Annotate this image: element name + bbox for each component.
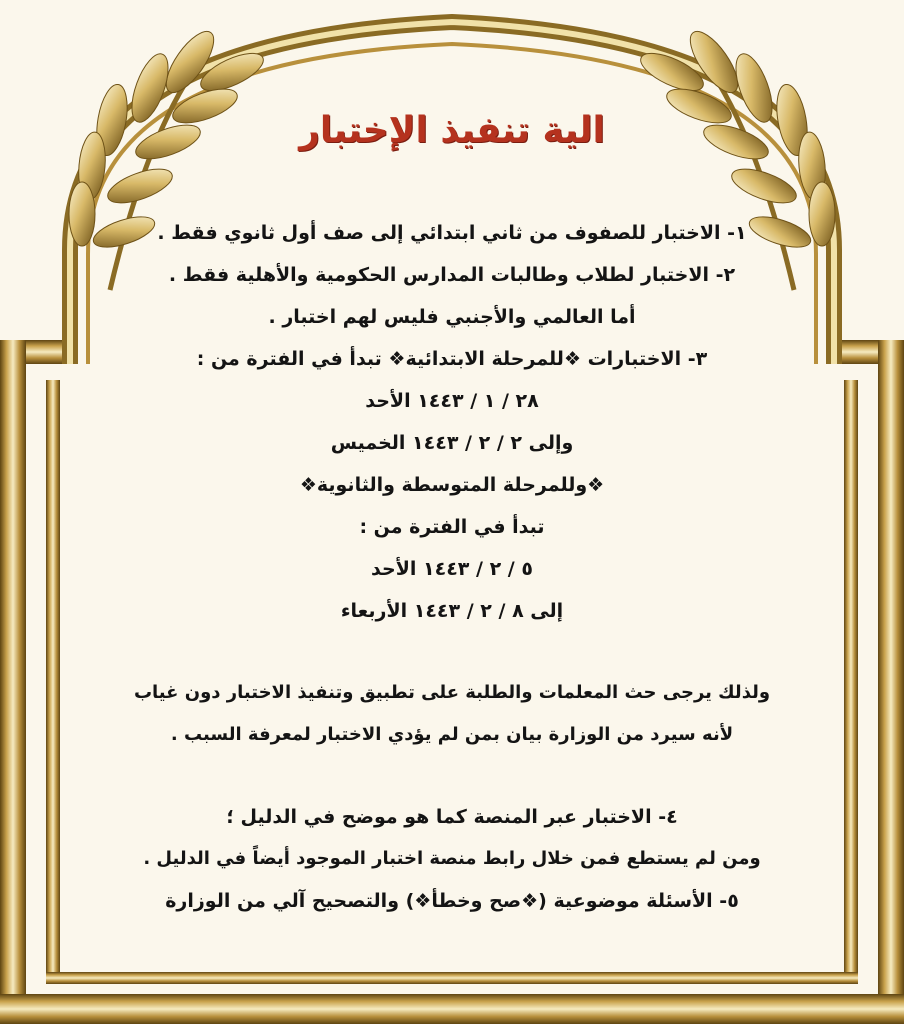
date-line: ٥ / ٢ / ١٤٤٣ الأحد: [371, 558, 533, 580]
frame-left-bar: [0, 340, 26, 1024]
date-line: ٢٨ / ١ / ١٤٤٣ الأحد: [365, 390, 539, 412]
text-line: أما العالمي والأجنبي فليس لهم اختبار .: [268, 306, 636, 328]
text-line: ❖وللمرحلة المتوسطة والثانوية❖: [299, 474, 605, 496]
text-line: تبدأ في الفترة من :: [359, 516, 545, 538]
text-line: ٥- الأسئلة موضوعية (❖صح وخطأ❖) والتصحيح آلي من الوزارة: [165, 890, 739, 912]
instructions-body: [70, 222, 834, 932]
text-line: ٢- الاختبار لطلاب وطالبات المدارس الحكومية والأهلية فقط .: [168, 264, 736, 286]
text-line: لأنه سيرد من الوزارة بيان بمن لم يؤدي الاختبار لمعرفة السبب .: [170, 724, 734, 745]
text-line: ٣- الاختبارات ❖للمرحلة الابتدائية❖ تبدأ في الفترة من :: [196, 348, 708, 370]
date-line: إلى ٨ / ٢ / ١٤٤٣ الأربعاء: [340, 600, 564, 622]
page-title: الية تنفيذ الإختبار: [299, 110, 605, 151]
frame-inner-right: [844, 380, 858, 984]
frame-inner-bottom: [46, 972, 858, 984]
frame-inner-left: [46, 380, 60, 984]
date-line: وإلى ٢ / ٢ / ١٤٤٣ الخميس: [330, 432, 574, 454]
text-line: ١- الاختبار للصفوف من ثاني ابتدائي إلى صف أول ثانوي فقط .: [157, 222, 747, 244]
frame-right-bar: [878, 340, 904, 1024]
text-line: ٤- الاختبار عبر المنصة كما هو موضح في الدليل ؛: [226, 806, 678, 828]
text-line: ومن لم يستطع فمن خلال رابط منصة اختبار الموجود أيضاً في الدليل .: [143, 848, 761, 869]
frame-bottom-bar: [0, 994, 904, 1024]
text-line: ولذلك يرجى حث المعلمات والطلبة على تطبيق وتنفيذ الاختبار دون غياب: [133, 682, 771, 703]
